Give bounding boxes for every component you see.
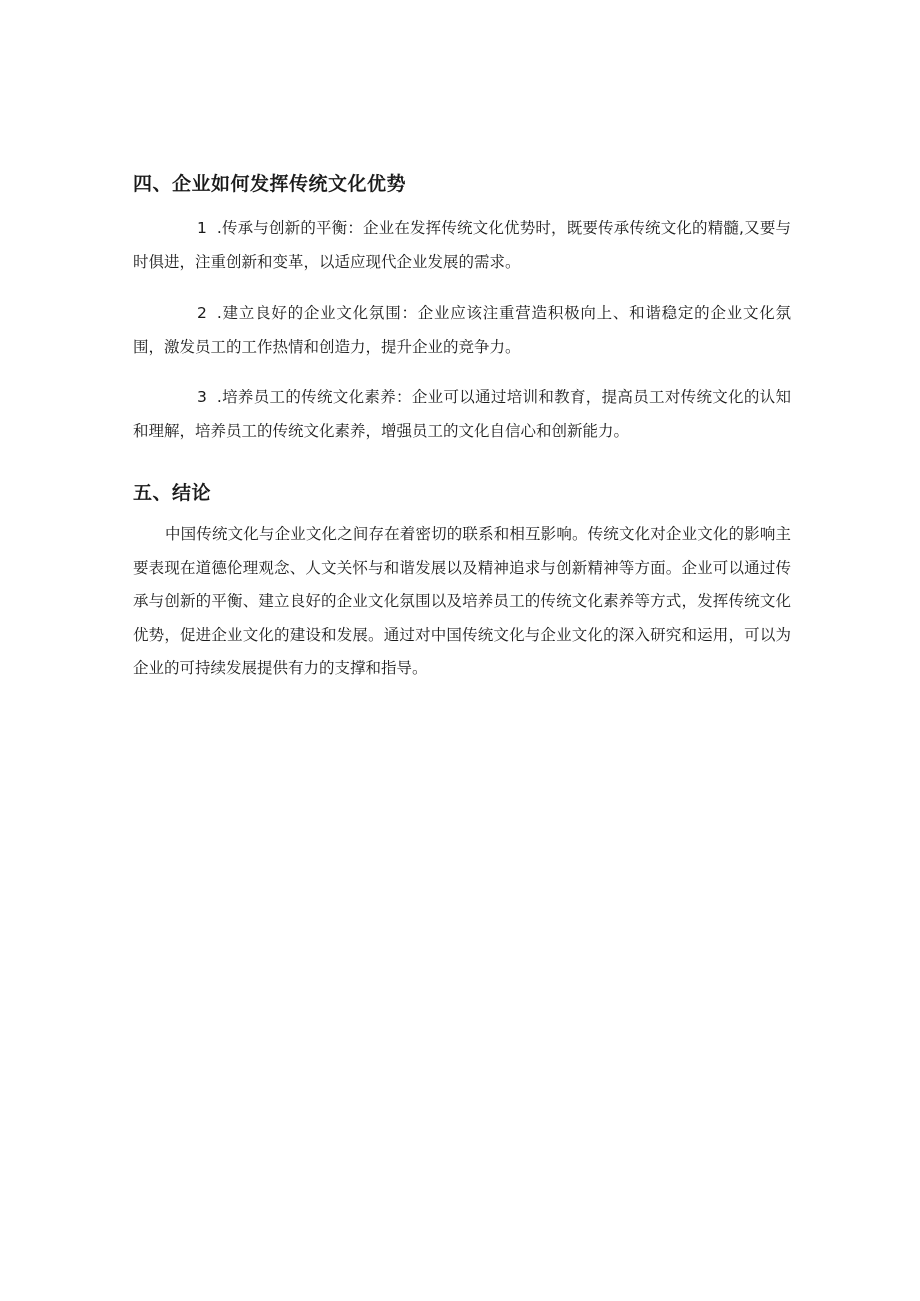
section-5-heading: 五、结论 [133,482,212,504]
list-item-3 [133,381,791,448]
list-item-3-number: 3 [197,388,207,406]
conclusion-paragraph: 中国传统文化与企业文化之间存在着密切的联系和相互影响。传统文化对企业文化的影响主要表现在道德伦理观念、人文关怀与和谐发展以及精神追求与创新精神等方面。企业可以通过传承与创新的平衡、建立良好的企业文化氛围以及培养员工的传统文化素养等方式，发挥传统文化优势，促进企业文化的建设和发展。通过对中国传统文化与企业文化的深入研究和运用，可以为企业的可持续发展提供有力的支撑和指导。 [133,525,791,677]
list-item-1 [133,212,791,279]
list-item-1-number: 1 [197,219,207,237]
list-item-1-text: .传承与创新的平衡：企业在发挥传统文化优势时，既要传承传统文化的精髓,又要与时俱进，注重创新和变革，以适应现代企业发展的需求。 [133,219,791,271]
list-item-2-text: .建立良好的企业文化氛围：企业应该注重营造积极向上、和谐稳定的企业文化氛围，激发员工的工作热情和创造力，提升企业的竞争力。 [133,304,791,356]
list-item-3-text: .培养员工的传统文化素养：企业可以通过培训和教育，提高员工对传统文化的认知和理解，培养员工的传统文化素养，增强员工的文化自信心和创新能力。 [133,388,791,440]
list-item-2-number: 2 [197,304,207,322]
section-4-heading: 四、企业如何发挥传统文化优势 [133,173,407,195]
list-item-2 [133,297,791,364]
